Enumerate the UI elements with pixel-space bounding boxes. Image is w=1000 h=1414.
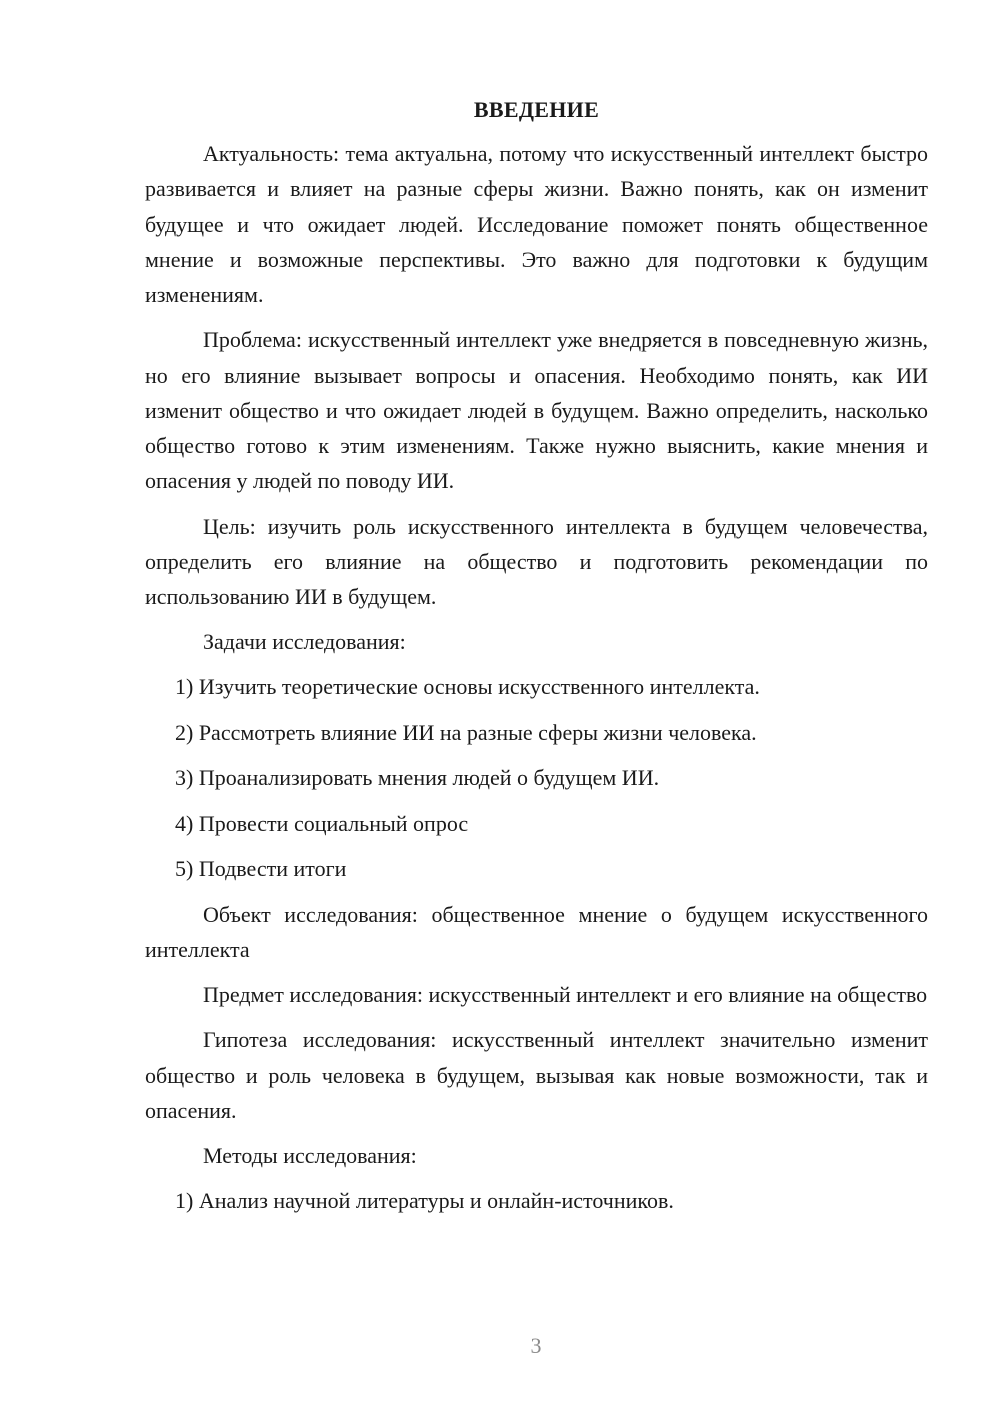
document-page [145, 90, 928, 1229]
page-number: 3 [530, 1333, 542, 1358]
methods-title: Методы исследования: [203, 1143, 417, 1169]
methods-list [145, 1183, 928, 1218]
task-item: 2) Рассмотреть влияние ИИ на разные сферы жизни человека. [175, 719, 757, 745]
object-paragraph: Объект исследования: общественное мнение о будущем искусственного интеллекта [145, 901, 928, 963]
hypothesis-paragraph: Гипотеза исследования: искусственный интеллект значительно изменит общество и роль человека в будущем, вызывая как новые возможности, так и опасения. [145, 1027, 928, 1123]
tasks-list [145, 669, 928, 886]
task-item: 4) Провести социальный опрос [175, 810, 469, 836]
goal-paragraph: Цель: изучить роль искусственного интеллекта в будущем человечества, определить его влияние на общество и подготовить рекомендации по использованию ИИ в будущем. [145, 513, 928, 610]
task-item: 5) Подвести итоги [175, 856, 347, 882]
task-item: 1) Изучить теоретические основы искусственного интеллекта. [175, 674, 760, 700]
problem-paragraph: Проблема: искусственный интеллект уже внедряется в повседневную жизнь, но его влияние вызывает вопросы и опасения. Необходимо понять, как ИИ изменит общество и что ожидает людей в будущем. Важно определить, насколько общество готово к этим изменениям. Также нужно выяснить, какие мнения и опасения у людей по поводу ИИ. [145, 327, 928, 494]
section-heading: ВВЕДЕНИЕ [473, 97, 600, 122]
relevance-paragraph: Актуальность: тема актуальна, потому что искусственный интеллект быстро развивается и влияет на разные сферы жизни. Важно понять, как он изменит будущее и что ожидает людей. Исследование поможет понять общественное мнение и возможные перспективы. Это важно для подготовки к будущим изменениям. [145, 141, 928, 308]
tasks-title: Задачи исследования: [203, 629, 406, 655]
method-item: 1) Анализ научной литературы и онлайн-источников. [175, 1188, 674, 1214]
subject-paragraph: Предмет исследования: искусственный интеллект и его влияние на общество [203, 982, 928, 1008]
task-item: 3) Проанализировать мнения людей о будущем ИИ. [175, 765, 660, 791]
